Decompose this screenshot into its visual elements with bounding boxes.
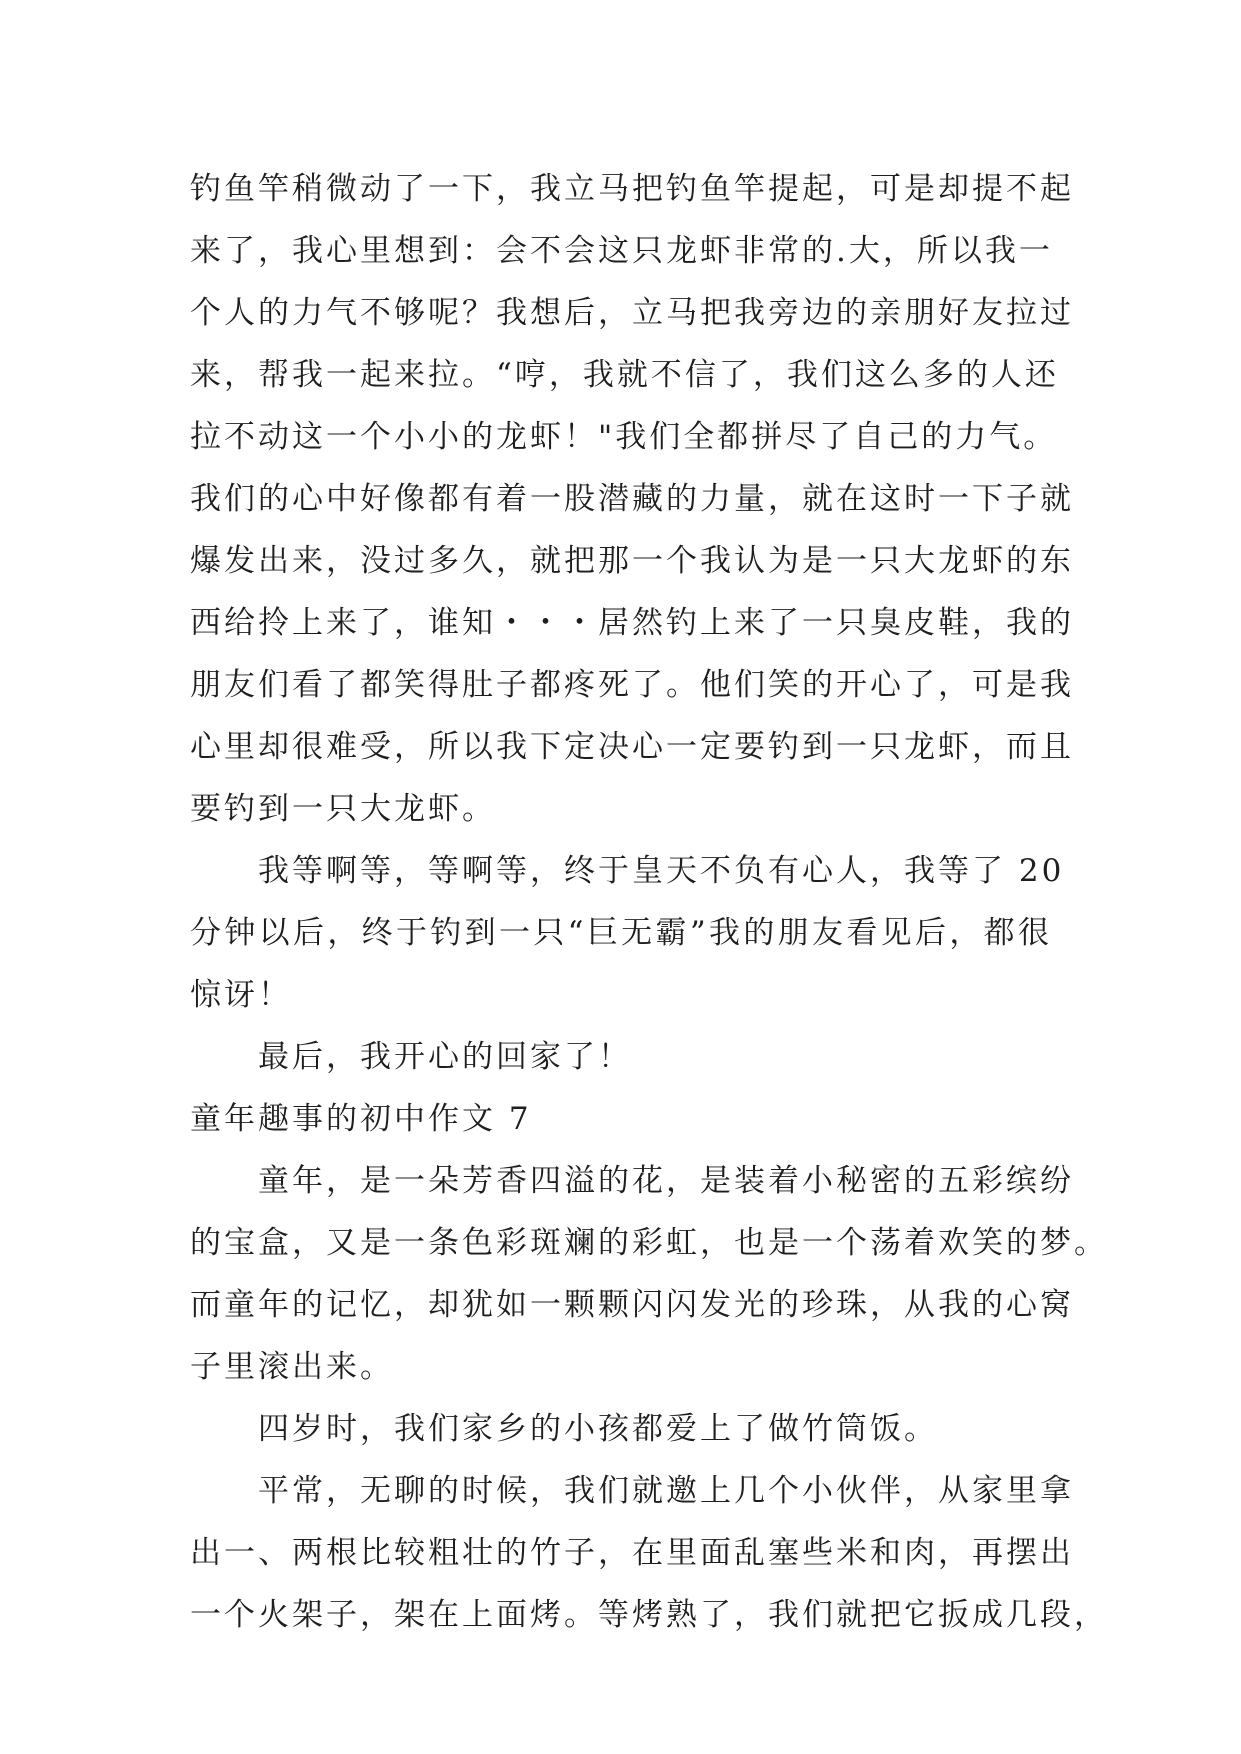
text-line: 一个火架子，架在上面烤。等烤熟了，我们就把它扳成几段， <box>190 1597 1108 1633</box>
text-line: 我们的心中好像都有着一股潜藏的力量，就在这时一下子就 <box>190 481 1074 517</box>
text-line: 来，帮我一起来拉。“哼，我就不信了，我们这么多的人还 <box>190 357 1059 393</box>
text-line: 子里滚出来。 <box>190 1349 394 1385</box>
section-heading <box>190 1088 1052 1150</box>
text-line: 朋友们看了都笑得肚子都疼死了。他们笑的开心了，可是我 <box>190 667 1074 703</box>
text-line: 要钓到一只大龙虾。 <box>190 791 496 827</box>
text-line: 而童年的记忆，却犹如一颗颗闪闪发光的珍珠，从我的心窝 <box>190 1287 1074 1323</box>
text-line: 个人的力气不够呢？我想后，立马把我旁边的亲朋好友拉过 <box>190 295 1074 331</box>
paragraph-5 <box>190 1398 1052 1460</box>
text-line: 钓鱼竿稍微动了一下，我立马把钓鱼竿提起，可是却提不起 <box>190 171 1074 207</box>
text-line: 来了，我心里想到：会不会这只龙虾非常的.大，所以我一 <box>190 233 1053 269</box>
text-line: 拉不动这一个小小的龙虾！"我们全都拼尽了自己的力气。 <box>190 419 1058 455</box>
text-line: 最后，我开心的回家了！ <box>258 1039 632 1075</box>
text-line: 的宝盒，又是一条色彩斑斓的彩虹，也是一个荡着欢笑的梦。 <box>190 1225 1108 1261</box>
text-line: 我等啊等，等啊等，终于皇天不负有心人，我等了 20 <box>258 853 1065 889</box>
text-line: 童年，是一朵芳香四溢的花，是装着小秘密的五彩缤纷 <box>258 1163 1074 1199</box>
text-line: 西给拎上来了，谁知・・・居然钓上来了一只臭皮鞋，我的 <box>190 605 1074 641</box>
text-line: 平常，无聊的时候，我们就邀上几个小伙伴，从家里拿 <box>258 1473 1074 1509</box>
text-line: 爆发出来，没过多久，就把那一个我认为是一只大龙虾的东 <box>190 543 1074 579</box>
paragraph-2 <box>190 840 1065 1026</box>
paragraph-1 <box>190 158 1074 840</box>
paragraph-4 <box>190 1150 1108 1398</box>
text-line: 心里却很难受，所以我下定决心一定要钓到一只龙虾，而且 <box>190 729 1074 765</box>
heading-text: 童年趣事的初中作文 7 <box>190 1101 532 1137</box>
paragraph-6 <box>190 1460 1108 1646</box>
paragraph-3 <box>190 1026 1052 1088</box>
text-line: 分钟以后，终于钓到一只“巨无霸”我的朋友看见后，都很 <box>190 915 1052 951</box>
text-line: 四岁时，我们家乡的小孩都爱上了做竹筒饭。 <box>258 1411 938 1447</box>
text-line: 惊讶！ <box>190 977 292 1013</box>
text-line: 出一、两根比较粗壮的竹子，在里面乱塞些米和肉，再摆出 <box>190 1535 1074 1571</box>
document-body <box>190 158 1108 1646</box>
